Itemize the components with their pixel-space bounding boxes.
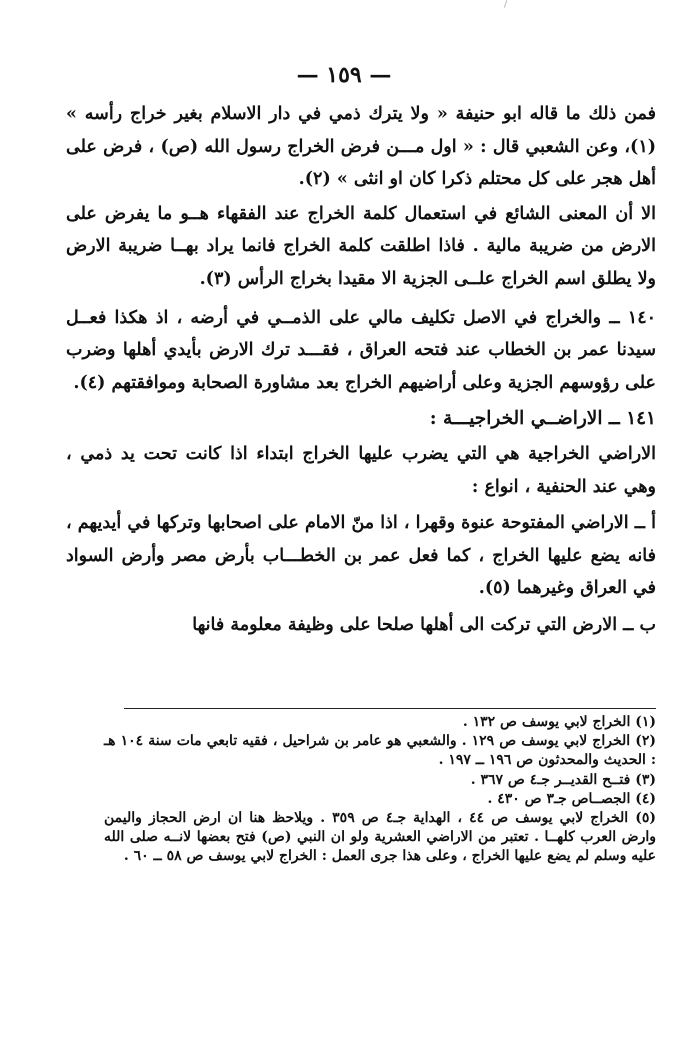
paragraph-type-a: أ ــ الاراضي المفتوحة عنوة وقهرا ، اذا منّ الامام على اصحابها وتركها في أيديهم ، فانه يضع عليها الخراج ، كما فعل عمر بن الخطـــاب بأرض مصر وأرض السواد في العراق وغيرهما (٥). <box>66 513 656 599</box>
paragraph-definition: الاراضي الخراجية هي التي يضرب عليها الخراج ابتداء اذا كانت تحت يد ذمي ، وهي عند الحنفية ، انواع : <box>66 443 656 497</box>
paragraph-2: الا أن المعنى الشائع في استعمال كلمة الخراج عند الفقهاء هــو ما يفرض على الارض من ضريبة مالية . فاذا اطلقت كلمة الخراج فانما يراد بهــا ضريبة الارض ولا يطلق اسم الخراج علــى الجزية الا مقيدا بخراج الرأس (٣). <box>66 203 656 289</box>
main-text <box>66 98 656 642</box>
footnote-1: (١) الخراج لابي يوسف ص ١٣٢ . <box>462 714 656 730</box>
footnote-5: (٥) الخراج لابي يوسف ص ٤٤ ، الهداية جـ٤ ص ٣٥٩ . ويلاحظ هنا ان ارض الحجاز واليمن وارض العرب كلهــا . تعتبر من الاراضي العشرية ولو ان النبي (ص) فتح بعضها لانــه صلى الله عليه وسلم لم يضع عليها الخراج ، وعلى هذا جرى العمل : الخراج لابي يوسف ص ٥٨ ــ ٦٠ . <box>104 810 656 865</box>
footnote-2: (٢) الخراج لابي يوسف ص ١٢٩ . والشعبي هو عامر بن شراحيل ، فقيه تابعي مات سنة ١٠٤ هـ : الحديث والمحدثون ص ١٩٦ ــ ١٩٧ . <box>104 733 657 769</box>
footnote-separator <box>124 708 656 709</box>
paragraph-140: ١٤٠ ــ والخراج في الاصل تكليف مالي على الذمــي في أرضه ، اذ هكذا فعــل سيدنا عمر بن الخطاب عند فتحه العراق ، فقـــد ترك الارض بأيدي أهلها وضرب على رؤوسهم الجزية وعلى أراضيهم الخراج بعد مشاورة الصحابة وموافقتهم (٤). <box>66 307 656 393</box>
footnote-4: (٤) الجصــاص جـ٣ ص ٤٣٠ . <box>487 790 656 807</box>
paragraph-1: فمن ذلك ما قاله ابو حنيفة « ولا يترك ذمي في دار الاسلام بغير خراج رأسه » (١)، وعن الشعبي قال : « اول مـــن فرض الخراج رسول الله (ص) ، فرض على أهل هجر على كل محتلم ذكرا كان او انثى » (٢). <box>66 104 656 190</box>
footnotes <box>104 713 656 867</box>
page-mark <box>504 0 508 8</box>
paragraph-type-b: ب ــ الارض التي تركت الى أهلها صلحا على وظيفة معلومة فانها <box>192 614 656 635</box>
page-number: — ١٥٩ — <box>296 62 392 88</box>
section-heading-141: ١٤١ ــ الاراضــي الخراجيـــة : <box>429 408 656 430</box>
footnote-3: (٣) فتــح القديــر جـ٤ ص ٣٦٧ . <box>470 771 656 788</box>
